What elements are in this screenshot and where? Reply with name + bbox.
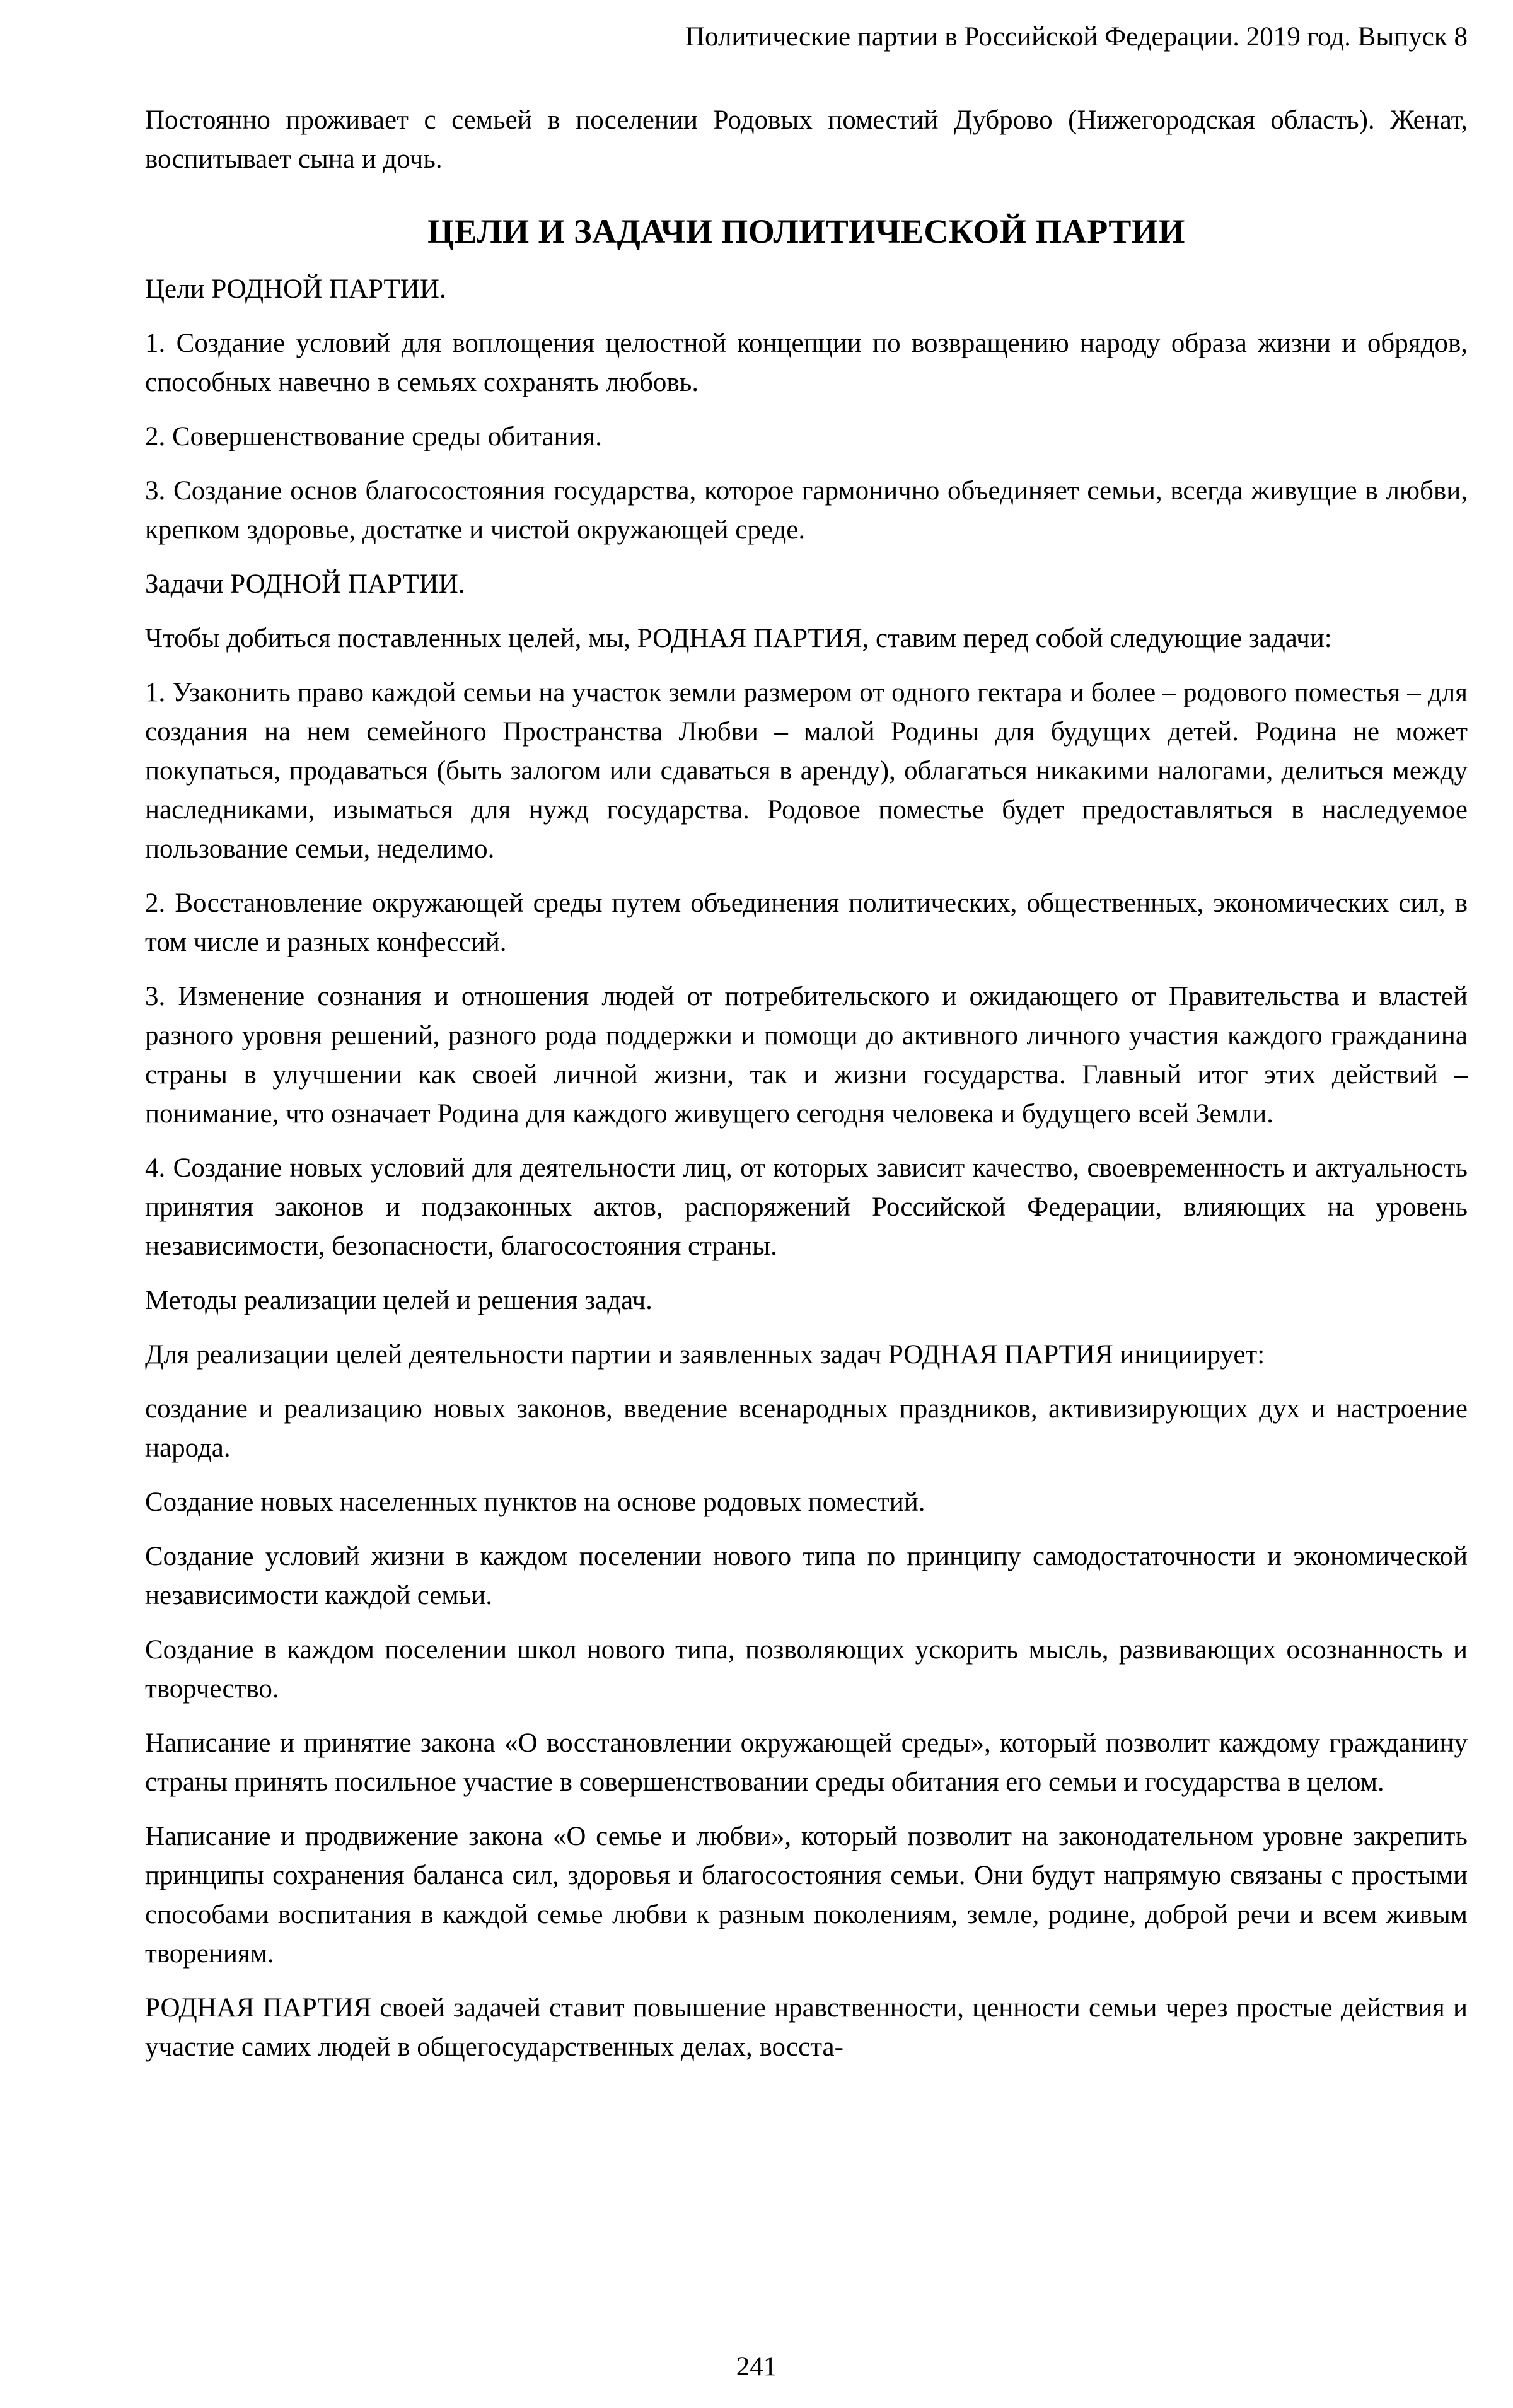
text-column <box>145 19 1468 2082</box>
intro-paragraph: Постоянно проживает с семьей в поселении Родовых поместий Дуброво (Нижегородская область). Женат, воспитывает сына и дочь. <box>145 105 1468 174</box>
paragraph: 2. Восстановление окружающей среды путем объединения политических, общественных, экономических сил, в том числе и разных конфессий. <box>145 888 1468 957</box>
paragraph: 4. Создание новых условий для деятельности лиц, от которых зависит качество, своевременность и актуальность принятия законов и подзаконных актов, распоряжений Российской Федерации, влияющих на уровень независимости, безопасности, благосостояния страны. <box>145 1153 1468 1261</box>
paragraph: Написание и принятие закона «О восстановлении окружающей среды», который позволит каждому гражданину страны принять посильное участие в совершенствовании среды обитания его семьи и государства в целом. <box>145 1728 1468 1797</box>
paragraph: 1. Создание условий для воплощения целостной концепции по возвращению народу образа жизни и обрядов, способных навечно в семьях сохранять любовь. <box>145 329 1468 397</box>
paragraph: 1. Узаконить право каждой семьи на участок земли размером от одного гектара и более – родового поместья – для создания на нем семейного Пространства Любви – малой Родины для будущих детей. Родина не может покупаться, продаваться (быть залогом или сдаваться в аренду), облагаться никакими налогами, делиться между наследниками, изыматься для нужд государства. Родовое поместье будет предоставляться в наследуемое пользование семьи, неделимо. <box>145 678 1468 864</box>
paragraph: Создание в каждом поселении школ нового типа, позволяющих ускорить мысль, развивающих осознанность и творчество. <box>145 1635 1468 1704</box>
paragraph: Для реализации целей деятельности партии и заявленных задач РОДНАЯ ПАРТИЯ инициирует: <box>145 1340 1265 1370</box>
paragraph: Задачи РОДНОЙ ПАРТИИ. <box>145 569 465 599</box>
running-header: Политические партии в Российской Федерации. 2019 год. Выпуск 8 <box>685 22 1468 52</box>
paragraph: Создание новых населенных пунктов на основе родовых поместий. <box>145 1487 925 1517</box>
paragraph: 3. Изменение сознания и отношения людей от потребительского и ожидающего от Правительства и властей разного уровня решений, разного рода поддержки и помощи до активного личного участия каждого гражданина страны в улучшении как своей личной жизни, так и жизни государства. Главный итог этих действий – понимание, что означает Родина для каждого живущего сегодня человека и будущего всей Земли. <box>145 982 1468 1129</box>
paragraph: Чтобы добиться поставленных целей, мы, РОДНАЯ ПАРТИЯ, ставим перед собой следующие задачи: <box>145 624 1332 653</box>
paragraph: 3. Создание основ благосостояния государства, которое гармонично объединяет семьи, всегда живущие в любви, крепком здоровье, достатке и чистой окружающей среде. <box>145 476 1468 545</box>
paragraph: Создание условий жизни в каждом поселении нового типа по принципу самодостаточности и экономической независимости каждой семьи. <box>145 1542 1468 1610</box>
paragraph: создание и реализацию новых законов, введение всенародных праздников, активизирующих дух и настроение народа. <box>145 1394 1468 1463</box>
paragraph: Методы реализации целей и решения задач. <box>145 1286 652 1315</box>
paragraph: 2. Совершенствование среды обитания. <box>145 422 603 451</box>
paragraph: РОДНАЯ ПАРТИЯ своей задачей ставит повышение нравственности, ценности семьи через простые действия и участие самих людей в общегосударственных делах, восста- <box>145 1993 1468 2062</box>
paragraph: Цели РОДНОЙ ПАРТИИ. <box>145 274 446 304</box>
paragraph: Написание и продвижение закона «О семье и любви», который позволит на законодательном уровне закрепить принципы сохранения баланса сил, здоровья и благосостояния семьи. Они будут напрямую связаны с простыми способами воспитания в каждой семье любви к разным поколениям, земле, родине, доброй речи и всем живым творениям. <box>145 1822 1468 1969</box>
section-heading: ЦЕЛИ И ЗАДАЧИ ПОЛИТИЧЕСКОЙ ПАРТИИ <box>427 212 1185 250</box>
page-number: 241 <box>736 2352 777 2382</box>
